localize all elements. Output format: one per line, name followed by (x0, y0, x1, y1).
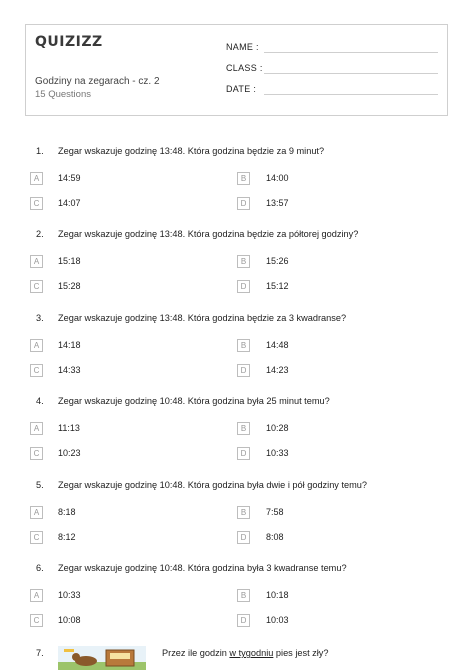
name-field-line[interactable] (264, 52, 438, 53)
question-prompt: Zegar wskazuje godzinę 10:48. Która godzina była dwie i pół godziny temu? (58, 480, 367, 490)
option-a-checkbox[interactable]: A (30, 339, 43, 352)
option-d-text: 10:33 (266, 448, 289, 458)
option-b-text: 15:26 (266, 256, 289, 266)
option-c-text: 15:28 (58, 281, 81, 291)
option-d-text: 10:03 (266, 615, 289, 625)
question-prompt: Zegar wskazuje godzinę 13:48. Która godzina będzie za 9 minut? (58, 146, 325, 156)
option-a-text: 15:18 (58, 256, 81, 266)
option-d-checkbox[interactable]: D (237, 197, 250, 210)
option-d-checkbox[interactable]: D (237, 364, 250, 377)
option-d-checkbox[interactable]: D (237, 280, 250, 293)
option-c-text: 10:08 (58, 615, 81, 625)
option-a-checkbox[interactable]: A (30, 172, 43, 185)
quizizz-logo: QUIZIZZ (35, 34, 103, 50)
option-b-text: 7:58 (266, 507, 284, 517)
question-number: 4. (36, 396, 44, 406)
option-a-text: 8:18 (58, 507, 76, 517)
question-count: 15 Questions (35, 89, 91, 100)
option-b-checkbox[interactable]: B (237, 172, 250, 185)
question-5-text (36, 480, 367, 490)
question-1-text (36, 146, 324, 156)
option-d-checkbox[interactable]: D (237, 614, 250, 627)
question-number: 6. (36, 563, 44, 573)
date-label: DATE : (226, 84, 257, 94)
option-d-text: 15:12 (266, 281, 289, 291)
question-number: 1. (36, 146, 44, 156)
option-c-checkbox[interactable]: C (30, 447, 43, 460)
question-number: 3. (36, 313, 44, 323)
option-a-text: 11:13 (58, 423, 80, 433)
option-a-checkbox[interactable]: A (30, 255, 43, 268)
option-a-text: 14:18 (58, 340, 81, 350)
option-c-text: 10:23 (58, 448, 81, 458)
date-field-line[interactable] (264, 94, 438, 95)
question-6-text (36, 563, 347, 573)
name-label: NAME : (226, 42, 259, 52)
option-d-text: 8:08 (266, 532, 284, 542)
option-c-checkbox[interactable]: C (30, 364, 43, 377)
option-b-checkbox[interactable]: B (237, 506, 250, 519)
option-b-checkbox[interactable]: B (237, 589, 250, 602)
option-d-text: 14:23 (266, 365, 289, 375)
question-7-number: 7. (36, 648, 44, 658)
option-c-checkbox[interactable]: C (30, 280, 43, 293)
option-c-text: 14:33 (58, 365, 81, 375)
option-a-checkbox[interactable]: A (30, 422, 43, 435)
option-b-text: 10:28 (266, 423, 289, 433)
option-b-text: 10:18 (266, 590, 289, 600)
option-b-checkbox[interactable]: B (237, 422, 250, 435)
option-c-checkbox[interactable]: C (30, 614, 43, 627)
question-prompt: Zegar wskazuje godzinę 13:48. Która godzina będzie za 3 kwadranse? (58, 313, 347, 323)
option-c-checkbox[interactable]: C (30, 531, 43, 544)
class-label: CLASS : (226, 63, 263, 73)
dog-illustration (58, 646, 146, 670)
option-d-checkbox[interactable]: D (237, 447, 250, 460)
question-prompt: Zegar wskazuje godzinę 13:48. Która godzina będzie za półtorej godziny? (58, 229, 359, 239)
option-a-checkbox[interactable]: A (30, 506, 43, 519)
option-b-checkbox[interactable]: B (237, 255, 250, 268)
option-a-text: 10:33 (58, 590, 81, 600)
option-a-checkbox[interactable]: A (30, 589, 43, 602)
question-prompt: Zegar wskazuje godzinę 10:48. Która godzina była 25 minut temu? (58, 396, 330, 406)
option-c-checkbox[interactable]: C (30, 197, 43, 210)
question-3-text (36, 313, 346, 323)
option-c-text: 14:07 (58, 198, 81, 208)
question-number: 5. (36, 480, 44, 490)
question-2-text (36, 229, 358, 239)
question-prompt: Zegar wskazuje godzinę 10:48. Która godzina była 3 kwadranse temu? (58, 563, 347, 573)
option-c-text: 8:12 (58, 532, 76, 542)
question-4-text (36, 396, 330, 406)
question-number: 2. (36, 229, 44, 239)
option-b-text: 14:48 (266, 340, 289, 350)
question-7-text: Przez ile godzin w tygodniu pies jest zły? (162, 648, 329, 658)
option-b-text: 14:00 (266, 173, 289, 183)
option-b-checkbox[interactable]: B (237, 339, 250, 352)
class-field-line[interactable] (264, 73, 438, 74)
worksheet-title: Godziny na zegarach - cz. 2 (35, 76, 160, 87)
option-d-checkbox[interactable]: D (237, 531, 250, 544)
option-a-text: 14:59 (58, 173, 81, 183)
option-d-text: 13:57 (266, 198, 289, 208)
